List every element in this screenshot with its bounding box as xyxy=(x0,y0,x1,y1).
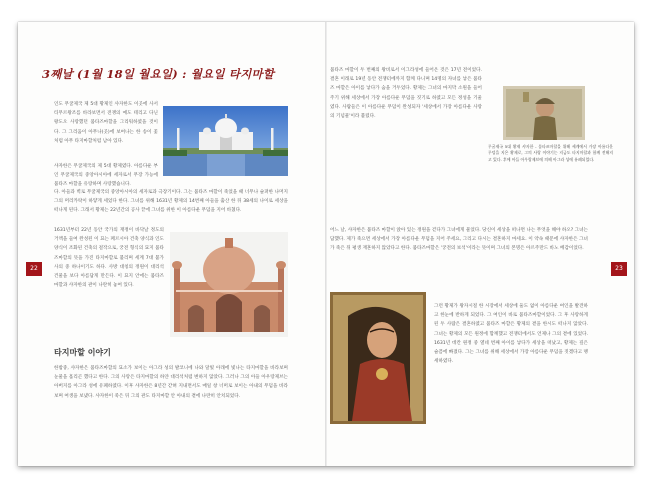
left-page-number: 22 xyxy=(30,265,38,272)
right-para-2: 어느 날, 샤자한은 뭄타즈 마할이 앉아 있는 정원을 걷다가 그녀에게 물었다. 당신이 세상을 떠나면 나는 무엇을 해야 하오? 그녀는 답했다. 제가 죽으면 세상에서 가장 아름다운 무덤을 지어 주세요, 그리고 다시는 결혼하지 마세요. 이 약속 때문에 샤자한은 그녀가 죽은 뒤 평생 재혼하지 않았다고 한다. 뭄타즈마할은 '궁전의 보석'이라는 뜻이며 그녀의 본명은 아르주만드 바노 베감이었다. xyxy=(330,228,588,252)
right-page-number-tab xyxy=(611,262,627,276)
shah-jahan-portrait xyxy=(503,86,585,140)
left-para-3: 한밤중, 샤자한은 뭄타즈마할의 묘소가 보이는 아그라 성의 발코니에 나와 달빛 아래에 빛나는 타지마할을 바라보며 눈물을 흘리곤 했다고 한다. 그의 사랑은 타지마할의 하얀 대리석처럼 변하지 않았다. 그러나 그의 아들 아우랑제브는 아버지를 아그라 성에 유폐하였다. 이후 샤자한은 8년간 갇혀 지내면서도 매일 창 너머로 보이는 아내의 무덤을 바라보며 여생을 보냈다. 샤자한이 죽은 뒤 그의 관도 타지마할 안 아내의 곁에 나란히 안치되었다. xyxy=(54,366,288,399)
sandstone-mausoleum-photo xyxy=(170,232,288,337)
taj-mahal-photo xyxy=(163,106,288,176)
left-para-1-side: 샤자한은 무굴제국의 제 5대 황제였다. 아름다운 부인 무굴제국의 중앙아시아에 세자로서 무장 가능에 뭄타즈 마할을 유랑하며 사랑했습니다. xyxy=(54,164,158,188)
chapter-title: 3째날 (1월 18일 월요일) : 월요일 타지마할 xyxy=(42,67,275,81)
left-para-1-wrapped: 인도 무굴제국 제 5대 황제인 샤자한도 이곳에 사서 티무르왕조를 바라보면서 전쟁의 예도 테리고 다닌 왕도오 사랑했던 뭄타즈마할을 그리워하였을 것이다. 그 그리움이 아무나(곳)에 보여나는 한 송이 꽃처럼 아무 타지마할처럼 남아 있다. xyxy=(54,102,158,144)
left-para-1-full: 다. 아들과 벽로 무굴제국의 중앙아시아의 세자로과 극장기이다. 그는 뭄타즈 마할이 죽었을 때 너무나 슬퍼한 나머지 그의 머리카락이 하얗게 세었다 한다. 그녀를 위해 1631년 황제의 14번째 아들을 출산 한 뒤 38세의 나이로 세상을 떠나게 된다. 그래서 황제는 22년간의 공사 끝에 그녀를 위한 이 아름다운 무덤을 지어 바쳤다. xyxy=(54,190,288,214)
mumtaz-mahal-portrait xyxy=(330,292,426,424)
left-para-2: 1631년부터 22년 동안 국가의 재정이 바닥날 정도의 거액을 들여 완성된 이 묘는 페르시아 건축 양식과 인도 양식이 조화된 건축의 걸작으로, 궁전 형식의 묘지 뭄타즈마할의 뜻을 가진 타지마할로 불리며 세계 7대 불가사의 중 하나이기도 하다. 사방 대칭의 정원이 대리석 건물을 보다 아름답게 만든다. 이 묘지 안에는 뭄타즈 마할과 샤자한의 관이 나란히 놓여 있다. xyxy=(54,228,164,289)
book-gutter xyxy=(325,22,327,466)
right-para-3: 그런 황제가 왕자시절 한 시장에서 세상에 둘도 없이 아름다운 여인을 발견하고 한눈에 반하게 되었다. 그 여인이 바로 뭄타즈마할이었다. 그 후 사랑하게 된 두 사람은 결혼하였고 뭄타즈 마할은 황제의 곁을 한시도 떠나지 않았다. 그녀는 황제의 모든 원정에 함께했고 전쟁터에서도 언제나 그의 곁에 있었다. 1631년 데칸 원정 중 열네 번째 아이를 낳다가 세상을 떠났고, 황제는 깊은 슬픔에 빠졌다. 그는 그녀를 위해 세상에서 가장 아름다운 무덤을 짓겠다고 맹세하였다. xyxy=(434,304,588,365)
portrait-caption: 무굴제국 5대 황제 샤자한 - 뭄타즈마할을 위해 세계에서 가장 아름다운 무덤을 지은 황제로, 그의 사랑 이야기는 지금도 타지마할과 함께 전해지고 있다. 후에 아들 아우랑제브에 의해 아그라 성에 유폐되었다. xyxy=(488,144,613,162)
left-spacer xyxy=(54,344,288,345)
right-para-1: 뭄타즈 마할이 두 번째의 왕비로서 이그라성에 들어온 것은 17년 전이었다. 결혼 이래로 19년 동안 전쟁터에까지 함께 다니며 14명의 자녀를 낳은 뭄타즈 마할은 아이를 낳다가 숨을 거두었다. 황제는 그녀의 마지막 소원을 들어 주기 위해 세상에서 가장 아름다운 무덤을 짓기로 하였고 모든 정성을 기울였다. 사람들은 이 아름다운 무덤이 완성되자 '세상에서 가장 아름다운 사랑의 기념물'이라 불렀다. xyxy=(330,68,482,120)
left-page-number-tab xyxy=(26,262,42,276)
section-heading: 타지마할 이야기 xyxy=(54,348,111,357)
right-page-number: 23 xyxy=(615,265,623,272)
